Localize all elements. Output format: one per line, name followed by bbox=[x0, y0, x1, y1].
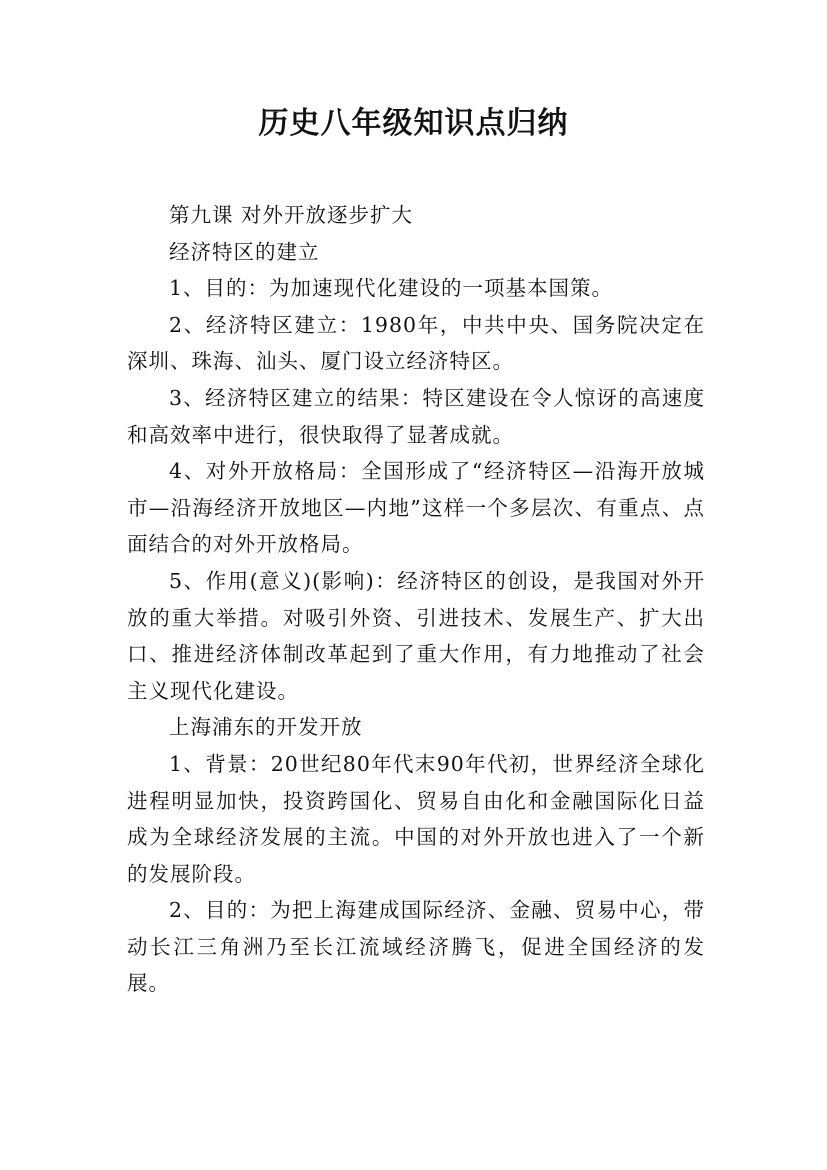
paragraph-background: 1、背景：20世纪80年代末90年代初，世界经济全球化进程明显加快，投资跨国化、贸易自由化和金融国际化日益成为全球经济发展的主流。中国的对外开放也进入了一个新的发展阶段。 bbox=[127, 751, 705, 886]
paragraph-significance: 5、作用(意义)(影响)：经济特区的创设，是我国对外开放的重大举措。对吸引外资、引进技术、发展生产、扩大出口、推进经济体制改革起到了重大作用，有力地推动了社会主义现代化建设。 bbox=[127, 568, 705, 703]
lesson-heading: 第九课 对外开放逐步扩大 bbox=[169, 203, 414, 227]
paragraph-pudong-purpose: 2、目的：为把上海建成国际经济、金融、贸易中心，带动长江三角洲乃至长江流域经济腾飞，促进全国经济的发展。 bbox=[127, 898, 705, 996]
document-body bbox=[127, 197, 705, 1002]
section-heading-special-economic-zones: 经济特区的建立 bbox=[169, 239, 320, 264]
document-title: 历史八年级知识点归纳 bbox=[258, 106, 569, 141]
paragraph-purpose: 1、目的：为加速现代化建设的一项基本国策。 bbox=[169, 276, 614, 301]
section-heading-pudong: 上海浦东的开发开放 bbox=[169, 715, 363, 740]
paragraph-opening-pattern: 4、对外开放格局：全国形成了“经济特区—沿海开放城市—沿海经济开放地区—内地”这样一个多层次、有重点、点面结合的对外开放格局。 bbox=[127, 459, 705, 557]
paragraph-result: 3、经济特区建立的结果：特区建设在令人惊讶的高速度和高效率中进行，很快取得了显著成就。 bbox=[127, 385, 705, 447]
paragraph-establishment: 2、经济特区建立：1980年，中共中央、国务院决定在深圳、珠海、汕头、厦门设立经济特区。 bbox=[127, 312, 705, 374]
